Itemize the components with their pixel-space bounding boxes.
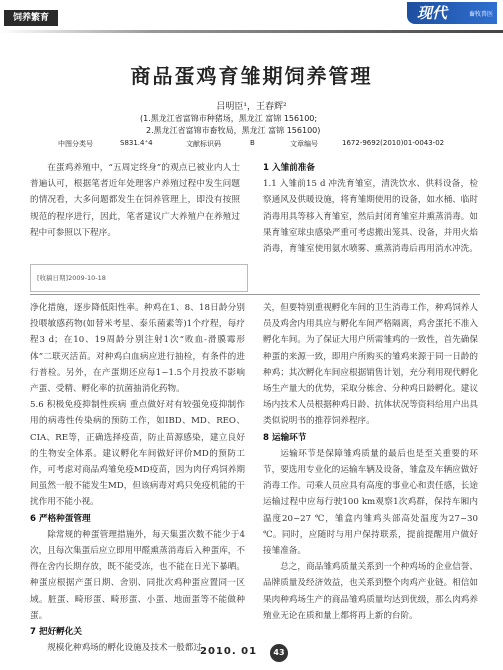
affiliation-2: 2.黑龙江省富锦市畜牧局，黑龙江 富锦 156100) bbox=[146, 126, 321, 135]
affiliation-1: (1.黑龙江省富锦市种猪场，黑龙江 富锦 156100; bbox=[140, 114, 318, 123]
intro-paragraph bbox=[30, 160, 240, 241]
paragraph: 总之，商品雏鸡质量关系到一个种鸡场的企业信誉、品牌质量及经济效益，也关系到整个肉鸡产业链。相信如果肉种鸡场生产的商品雏鸡质量均达到优级，那么肉鸡养殖业无论在质和量上都将再上新的台阶。 bbox=[263, 562, 478, 621]
paragraph: 净化措施，逐步降低阳性率。种鸡在1、8、18日龄分别投喂敏感药物(如替米考星、泰乐菌素等)1个疗程，每疗程3 d；在10、19周龄分别注射1次“败血-滑膜霉形体”二联灭活苗。对种鸡白血病应进行抽检，有条件的进行普检。另外，在产蛋期还应每1~1.5个月投放不影响产蛋、受精、孵化率的抗菌抽消化药物。 bbox=[30, 303, 245, 395]
article-authors: 吕明臣¹，王春辉² bbox=[216, 102, 287, 112]
article-title: 商品蛋鸡育雏期饲养管理 bbox=[130, 64, 373, 88]
journal-logo bbox=[407, 2, 497, 24]
issue-number: 2010. 01 bbox=[200, 646, 258, 657]
paragraph: 除常规的种蛋管理措施外，每天集蛋次数不能少于4次，且每次集蛋后应立即用甲醛熏蒸消毒后入种蛋库，不得在舍内长期存放，既不能受冻，也不能在日光下暴晒。种蛋应根据产蛋日期、舍别、同批次鸡种蛋应置同一区域。脏蛋、畸形蛋、畸形蛋、小蛋、地面蛋等不能做种蛋。 bbox=[30, 529, 245, 621]
section-1-1-text: 1.1 入雏前15 d 冲洗育雏室，清洗饮水、供料设备，检察通风及供暖设施，将育雏期使用的设备，如水桶、临时消毒用具等移入育雏室，然后封闭育雏室并熏蒸消毒。如果育雏室球虫感染严重可考虑搬出笼具、设备，并用火焰消毒，育雏室使用氨水喷雾、熏蒸消毒后再用消水冲洗。 bbox=[263, 179, 478, 255]
section-6-heading: 6 严格种蛋管理 bbox=[30, 513, 91, 524]
intro-text: 在蛋鸡养殖中，“五周定终身”的观点已被业内人士普遍认可，根据笔者近年处理客户养殖过程中发生问题的情况看，大多问题都发生在饲养管理上，即没有按照规范的程序进行，因此，笔者建议广大养殖户在养殖过程中可参照以下程序。 bbox=[30, 163, 240, 238]
received-date: [收稿日期]2009-10-18 bbox=[30, 264, 248, 292]
doc-code-value: B bbox=[250, 139, 255, 147]
section-label: 饲养繁育 bbox=[4, 10, 58, 26]
page-footer bbox=[150, 644, 350, 662]
article-no-label: 文章编号 bbox=[290, 140, 318, 148]
journal-subtitle: 畜牧兽医 bbox=[468, 11, 493, 18]
clc-value: S831.4⁺4 bbox=[120, 139, 153, 147]
header-rule bbox=[0, 30, 503, 33]
doc-code-label: 文献标识码 bbox=[186, 140, 221, 148]
right-column bbox=[263, 300, 478, 624]
paragraph: 关，但要特别重视孵化车间的卫生消毒工作，种鸡饲养人员及鸡舍内用具应与孵化车间严格隔离，鸡舍蛋托不准入孵化车间。为了保证大用户所需雏鸡的一致性，首先确保种蛋的来源一致，即用户所购买的雏鸡来源于同一日龄的种鸡；其次孵化车间应根据销售计划，充分利用现代孵化场生产量大的优势，采取分栋舍、分种鸡日龄孵化。建议场内技术人员根据种鸡日龄、抗体状况等资料给用户出具类似说明书的推荐饲养程序。 bbox=[263, 303, 478, 427]
section-divider bbox=[30, 294, 480, 295]
paragraph: 运输环节是保障雏鸡质量的最后也是至关重要的环节，要选用专业化的运输车辆及设备，雏盒及车辆应做好消毒工作。司乘人员应具有高度的事业心和责任感，长途运输过程中应每行驶100 km观察1次鸡群，保持车厢内温度20~27 ℃，雏盒内雏鸡头部高处温度为27~30 ℃。同时，应随时与用户保持联系，提前提醒用户做好接雏准备。 bbox=[263, 448, 478, 557]
section-7-heading: 7 把好孵化关 bbox=[30, 627, 82, 638]
paragraph: 规模化种鸡场的孵化设施及技术一般都过 bbox=[47, 643, 202, 654]
paragraph: 5.6 积极免疫抑制性疾病 重点做好对有较强免疫抑制作用的病毒性传染病的预防工作，如IBD、MD、REO、CIA、RE等，正确选择疫苗，防止苗源感染，建立良好的生物安全体系。建议孵化车间做好评价MD的预防工作，可考虑对商品鸡雏免疫MD疫苗，因为肉仔鸡饲养期间虽然一般不能发生MD，但该病毒对鸡只免疫机能的干扰作用不能小视。 bbox=[30, 400, 245, 508]
clc-label: 中图分类号 bbox=[58, 140, 93, 148]
article-no-value: 1672-9692(2010)01-0043-02 bbox=[342, 139, 445, 147]
left-column bbox=[30, 300, 245, 656]
page-number: 43 bbox=[270, 644, 288, 662]
page-header bbox=[0, 0, 503, 38]
section-1-heading: 1 入雏前准备 bbox=[263, 163, 315, 173]
section-1 bbox=[263, 160, 478, 257]
section-8-heading: 8 运输环节 bbox=[263, 432, 307, 443]
journal-name: 现代 bbox=[417, 4, 448, 22]
